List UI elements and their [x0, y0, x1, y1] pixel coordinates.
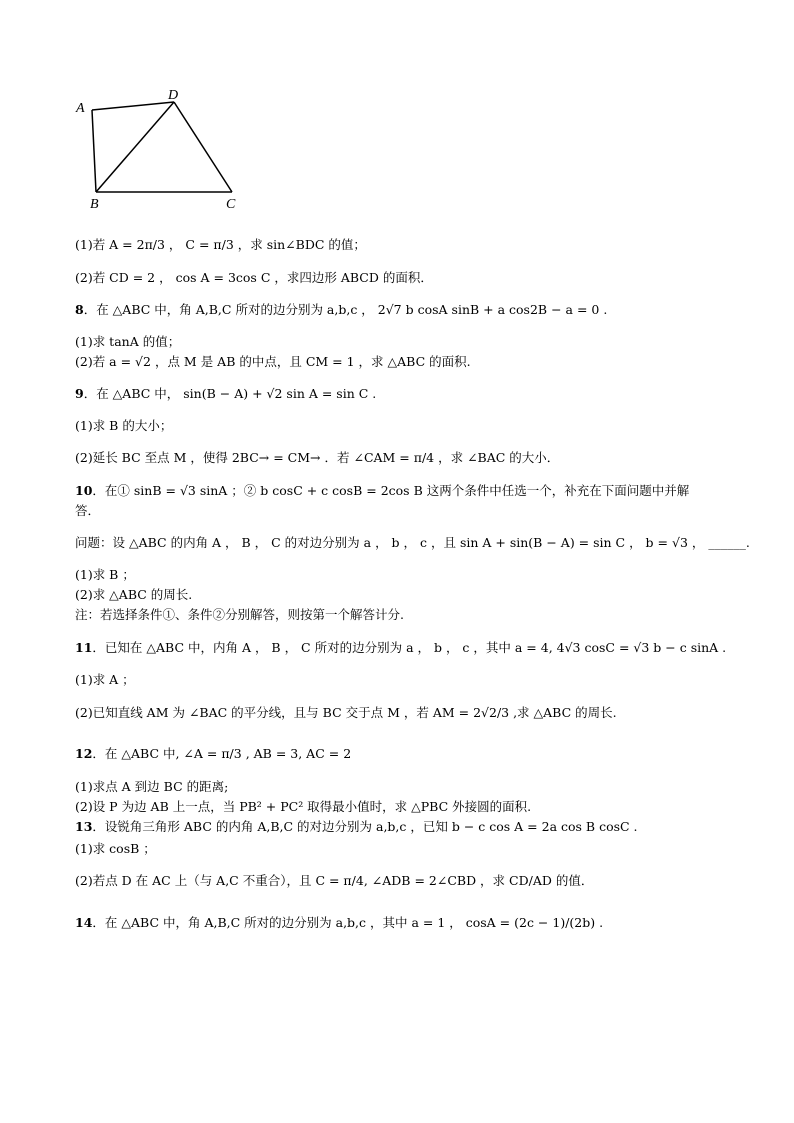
question-number: 11	[75, 640, 93, 655]
q7-part2: (2)若 CD = 2 ， cos A = 3cos C ，求四边形 ABCD 的面积．	[75, 270, 433, 285]
question-text: ．已知在 △ABC 中，内角 A ， B ， C 所对的边分别为 a ， b ， c ，其中 a = 4, 4√3 cosC = √3 b − c sinA .	[92, 640, 727, 655]
q12-part2: (2)设 P 为边 AB 上一点，当 PB² + PC² 取得最小值时，求 △PBC 外接圆的面积.	[75, 799, 532, 814]
q11-part2: (2)已知直线 AM 为 ∠BAC 的平分线，且与 BC 交于点 M ，若 AM = 2√2/3 ,求 △ABC 的周长.	[75, 705, 617, 720]
label-a: A	[76, 101, 85, 116]
q12-part1: (1)求点 A 到边 BC 的距离;	[75, 779, 229, 794]
question-9	[75, 386, 376, 402]
question-14	[75, 915, 603, 931]
q7-part1: (1)若 A = 2π/3 ， C = π/3 ，求 sin∠BDC 的值；	[75, 237, 366, 252]
question-number: 9	[75, 386, 84, 401]
q13-part2: (2)若点 D 在 AC 上（与 A,C 不重合），且 C = π/4, ∠ADB = 2∠CBD ，求 CD/AD 的值．	[75, 873, 594, 888]
label-b: B	[90, 197, 99, 212]
q9-part1: (1)求 B 的大小；	[75, 418, 173, 433]
question-text: ．在 △ABC 中， sin(B − A) + √2 sin A = sin C .	[83, 386, 377, 401]
q10-problem: 问题：设 △ABC 的内角 A ， B ， C 的对边分别为 a ， b ， c ，且 sin A + sin(B − A) = sin C ， b = √3 ， ______.	[75, 535, 750, 550]
label-c: C	[226, 197, 236, 212]
question-number: 12	[75, 746, 93, 761]
question-8	[75, 302, 607, 318]
label-d: D	[168, 88, 179, 103]
question-11	[75, 640, 726, 656]
question-text: ．在 △ABC 中, ∠A = π/3 , AB = 3, AC = 2	[92, 746, 352, 761]
edge-ad	[92, 102, 174, 110]
q9-part2: (2)延长 BC 至点 M ，使得 2BC→ = CM→ ．若 ∠CAM = π/4 ，求 ∠BAC 的大小．	[75, 450, 560, 465]
q10-part1: (1)求 B ；	[75, 567, 135, 582]
q8-part2: (2)若 a = √2 ，点 M 是 AB 的中点，且 CM = 1 ，求 △ABC 的面积.	[75, 354, 471, 369]
edge-dc	[174, 102, 232, 192]
question-text: ．在 △ABC 中，角 A,B,C 所对的边分别为 a,b,c ， 2√7 b cosA sinB + a cos2B − a = 0 .	[83, 302, 608, 317]
quadrilateral-figure	[70, 86, 250, 216]
q10-note: 注：若选择条件①、条件②分别解答，则按第一个解答计分.	[75, 607, 404, 622]
q10-part2: (2)求 △ABC 的周长.	[75, 587, 193, 602]
question-number: 13	[75, 819, 93, 834]
question-text: ．在① sinB = √3 sinA ；② b cosC + c cosB = 2cos B 这两个条件中任选一个，补充在下面问题中并解	[92, 483, 690, 498]
diagonal-bd	[96, 102, 174, 192]
q13-part1: (1)求 cosB ；	[75, 841, 156, 856]
question-13	[75, 819, 638, 835]
q11-part1: (1)求 A ；	[75, 672, 135, 687]
question-number: 8	[75, 302, 84, 317]
edge-ab	[92, 110, 96, 192]
question-number: 14	[75, 915, 93, 930]
question-12	[75, 746, 351, 762]
q10-continuation: 答．	[75, 503, 101, 518]
question-text: ．设锐角三角形 ABC 的内角 A,B,C 的对边分别为 a,b,c ，已知 b − c cos A = 2a cos B cosC .	[92, 819, 638, 834]
q8-part1: (1)求 tanA 的值；	[75, 334, 181, 349]
question-10	[75, 483, 689, 499]
question-text: ．在 △ABC 中，角 A,B,C 所对的边分别为 a,b,c ，其中 a = 1 ， cosA = (2c − 1)/(2b) .	[92, 915, 604, 930]
question-number: 10	[75, 483, 93, 498]
